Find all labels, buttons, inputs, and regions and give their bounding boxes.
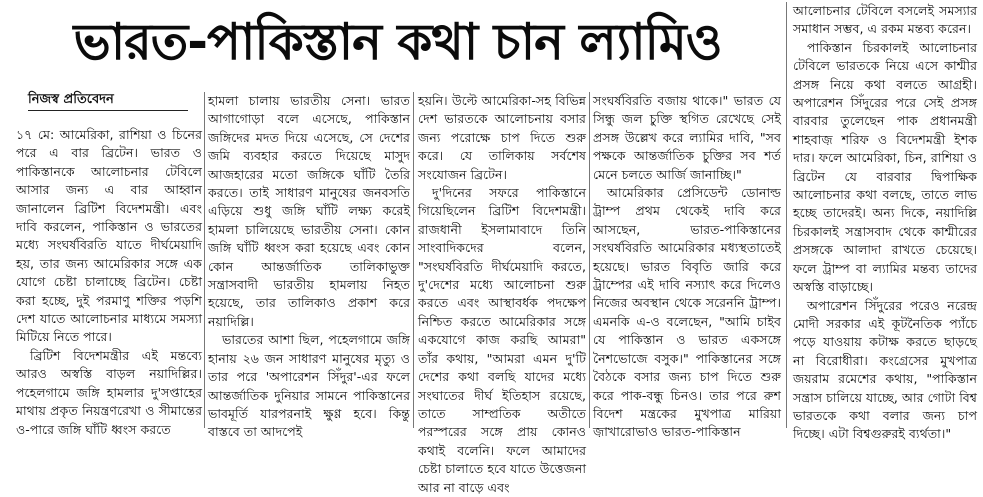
column-divider bbox=[204, 92, 205, 428]
article-column-5 bbox=[793, 2, 977, 442]
paragraph: হামলা চালায় ভারতীয় সেনা। ভারত আগাগোড়া বলে এসেছে, পাকিস্তান জঙ্গিদের মদত দিয়ে এসেছে, সে দেশের জমি ব্যবহার করতে দিয়েছে মাসুদ আজহারের মতো জঙ্গিকে ঘাঁটি তৈরি করতে। তাই সাধারণ মানুষের জনবসতি এড়িয়ে শুধু জঙ্গি ঘাঁটি লক্ষ্য করেই হামলা চালিয়েছে ভারতীয় সেনা। কোন জঙ্গি ঘাঁটি ধ্বংস করা হয়েছে এবং কোন কোন আন্তর্জাতিক তালিকাভুক্ত সন্ত্রাসবাদী ভারতীয় হামলায় নিহত হয়েছে, তার তালিকাও প্রকাশ করে নয়াদিল্লি। bbox=[208, 93, 410, 329]
article-column-3 bbox=[418, 92, 586, 495]
paragraph: হয়নি। উল্টে আমেরিকা-সহ বিভিন্ন দেশ ভারতকে আলোচনায় বসার জন্য পরোক্ষে চাপ দিতে শুরু করে। যে তালিকায় সর্বশেষ সংযোজন ব্রিটেন। bbox=[418, 93, 586, 182]
article-column-1 bbox=[16, 126, 202, 437]
headline: ভারত-পাকিস্তান কথা চান ল্যামিও bbox=[73, 13, 722, 71]
paragraph: দু'দিনের সফরে পাকিস্তানে গিয়েছিলেন ব্রিটিশ বিদেশমন্ত্রী। রাজধানী ইসলামাবাদে তিনি সাংবাদিকদের বলেন, "সংঘর্ষবিরতি দীর্ঘমেয়াদি করতে, দু'দেশের মধ্যে আলোচনা শুরু করতে এবং আস্থাবর্ধক পদক্ষেপ নিশ্চিত করতে আমেরিকার সঙ্গে একযোগে কাজ করছি আমরা" তাঁর কথায়, "আমরা এমন দু'টি দেশের কথা বলছি যাদের মধ্যে সংঘাতের দীর্ঘ ইতিহাস রয়েছে, তাতে সাম্প্রতিক অতীতে পরস্পরের সঙ্গে প্রায় কোনও কথাই বলেনি। ফলে আমাদের চেষ্টা চালাতে হবে যাতে উত্তেজনা আর না বাড়ে এবং bbox=[418, 185, 586, 495]
paragraph: অপারেশন সিঁদুরের পরেও নরেন্দ্র মোদী সরকার এই কূটনৈতিক প্যাঁচে পড়ে যাওয়ায় কটাক্ষ করতে ছাড়ছে না বিরোধীরা। কংগ্রেসের মুখপাত্র জয়রাম রমেশের কথায়, "পাকিস্তান সন্ত্রাস চালিয়ে যাচ্ছে, আর গোটা বিশ্ব ভারতকে কথা বলার জন্য চাপ দিচ্ছে। এটা বিশ্বগুরুরই ব্যর্থতা।" bbox=[793, 297, 977, 442]
byline: নিজস্ব প্রতিবেদন bbox=[28, 92, 188, 111]
paragraph: আমেরিকার প্রেসিডেন্ট ডোনাল্ড ট্রাম্প প্রথম থেকেই দাবি করে আসছেন, ভারত-পাকিস্তানের সংঘর্ষবিরতি আমেরিকার মধ্যস্থতাতেই হয়েছে। ভারত বিবৃতি জারি করে ট্রাম্পের এই দাবি নস্যাৎ করে দিলেও নিজের অবস্থান থেকে সরেননি ট্রাম্প। এমনকি এ-ও বলেছেন, "আমি চাইব যে পাকিস্তান ও ভারত একসঙ্গে নৈশভোজে বসুক।" পাকিস্তানের সঙ্গে বৈঠকে বসার জন্য চাপ দিতে শুরু করে পাক-বন্ধু চিনও। তার পরে রুশ বিদেশ মন্ত্রকের মুখপাত্র মারিয়া জ়াখারোভাও ভারত-পাকিস্তান bbox=[593, 185, 781, 440]
paragraph: সংঘর্ষবিরতি বজায় থাকে।" ভারত যে সিন্ধু জল চুক্তি স্থগিত রেখেছে সেই প্রসঙ্গ উল্লেখ করে ল্যামির দাবি, "সব পক্ষকে আন্তর্জাতিক চুক্তির সব শর্ত মেনে চলতে আর্জি জানাচ্ছি।" bbox=[593, 93, 781, 182]
article-column-2 bbox=[208, 92, 410, 440]
paragraph: ১৭ মে: আমেরিকা, রাশিয়া ও চিনের পরে এ বার ব্রিটেন। ভারত ও পাকিস্তানকে আলোচনার টেবিলে আসার জন্য এ বার আহ্বান জানালেন ব্রিটিশ বিদেশমন্ত্রী। এবং দাবি করলেন, পাকিস্তান ও ভারতের মধ্যে সংঘর্ষবিরতি যাতে দীর্ঘমেয়াদি হয়, তার জন্য আমেরিকার সঙ্গে এক যোগে চেষ্টা চালাচ্ছে ব্রিটেন। চেষ্টা করা হচ্ছে, দুই পরমাণু শক্তির পড়শি দেশ যাতে আলোচনার মাধ্যমে সমস্যা মিটিয়ে নিতে পারে। bbox=[16, 127, 202, 345]
column-divider bbox=[589, 92, 590, 428]
paragraph: ভারতের আশা ছিল, পহেলগামে জঙ্গি হানায় ২৬ জন সাধারণ মানুষের মৃত্যু ও তার পরে 'অপারেশন সিঁদুর'-এর ফলে আন্তর্জাতিক দুনিয়ার সামনে পাকিস্তানের ভাবমূর্তি যারপরনাই ক্ষুণ্ণ হবে। কিন্তু বাস্তবে তা আদপেই bbox=[208, 332, 410, 440]
article-column-4 bbox=[593, 92, 781, 440]
column-divider bbox=[786, 2, 787, 428]
paragraph: পাকিস্তান চিরকালই আলোচনার টেবিলে ভারতকে নিয়ে এসে কাশ্মীর প্রসঙ্গ নিয়ে কথা বলতে আগ্রহী। অপারেশন সিঁদুরের পরে সেই প্রসঙ্গ বারবার তুলেছেন পাক প্রধানমন্ত্রী শাহবাজ় শরিফ ও বিদেশমন্ত্রী ইশক দার। ফলে আমেরিকা, চিন, রাশিয়া ও ব্রিটেন যে বারবার দ্বিপাক্ষিক আলোচনার কথা বলছে, তাতে লাভ হচ্ছে তাদেরই। অন্য দিকে, নয়াদিল্লি চিরকালই সন্ত্রাসবাদ থেকে কাশ্মীরের প্রসঙ্গকে আলাদা রাখতে চেয়েছে। ফলে ট্রাম্প বা ল্যামির মন্তব্য তাদের অস্বস্তি বাড়াচ্ছে। bbox=[793, 39, 977, 295]
paragraph: ব্রিটিশ বিদেশমন্ত্রীর এই মন্তব্যে আরও অস্বস্তি বাড়ল নয়াদিল্লির। পহেলগামে জঙ্গি হামলার দু'সপ্তাহের মাথায় প্রকৃত নিয়ন্ত্রণরেখা ও সীমান্তের ও-পারে জঙ্গি ঘাঁটি ধ্বংস করতে bbox=[16, 347, 202, 437]
paragraph: আলোচনার টেবিলে বসলেই সমস্যার সমাধান সম্ভব, এ রকম মন্তব্য করেন। bbox=[793, 3, 977, 37]
column-divider bbox=[413, 92, 414, 428]
